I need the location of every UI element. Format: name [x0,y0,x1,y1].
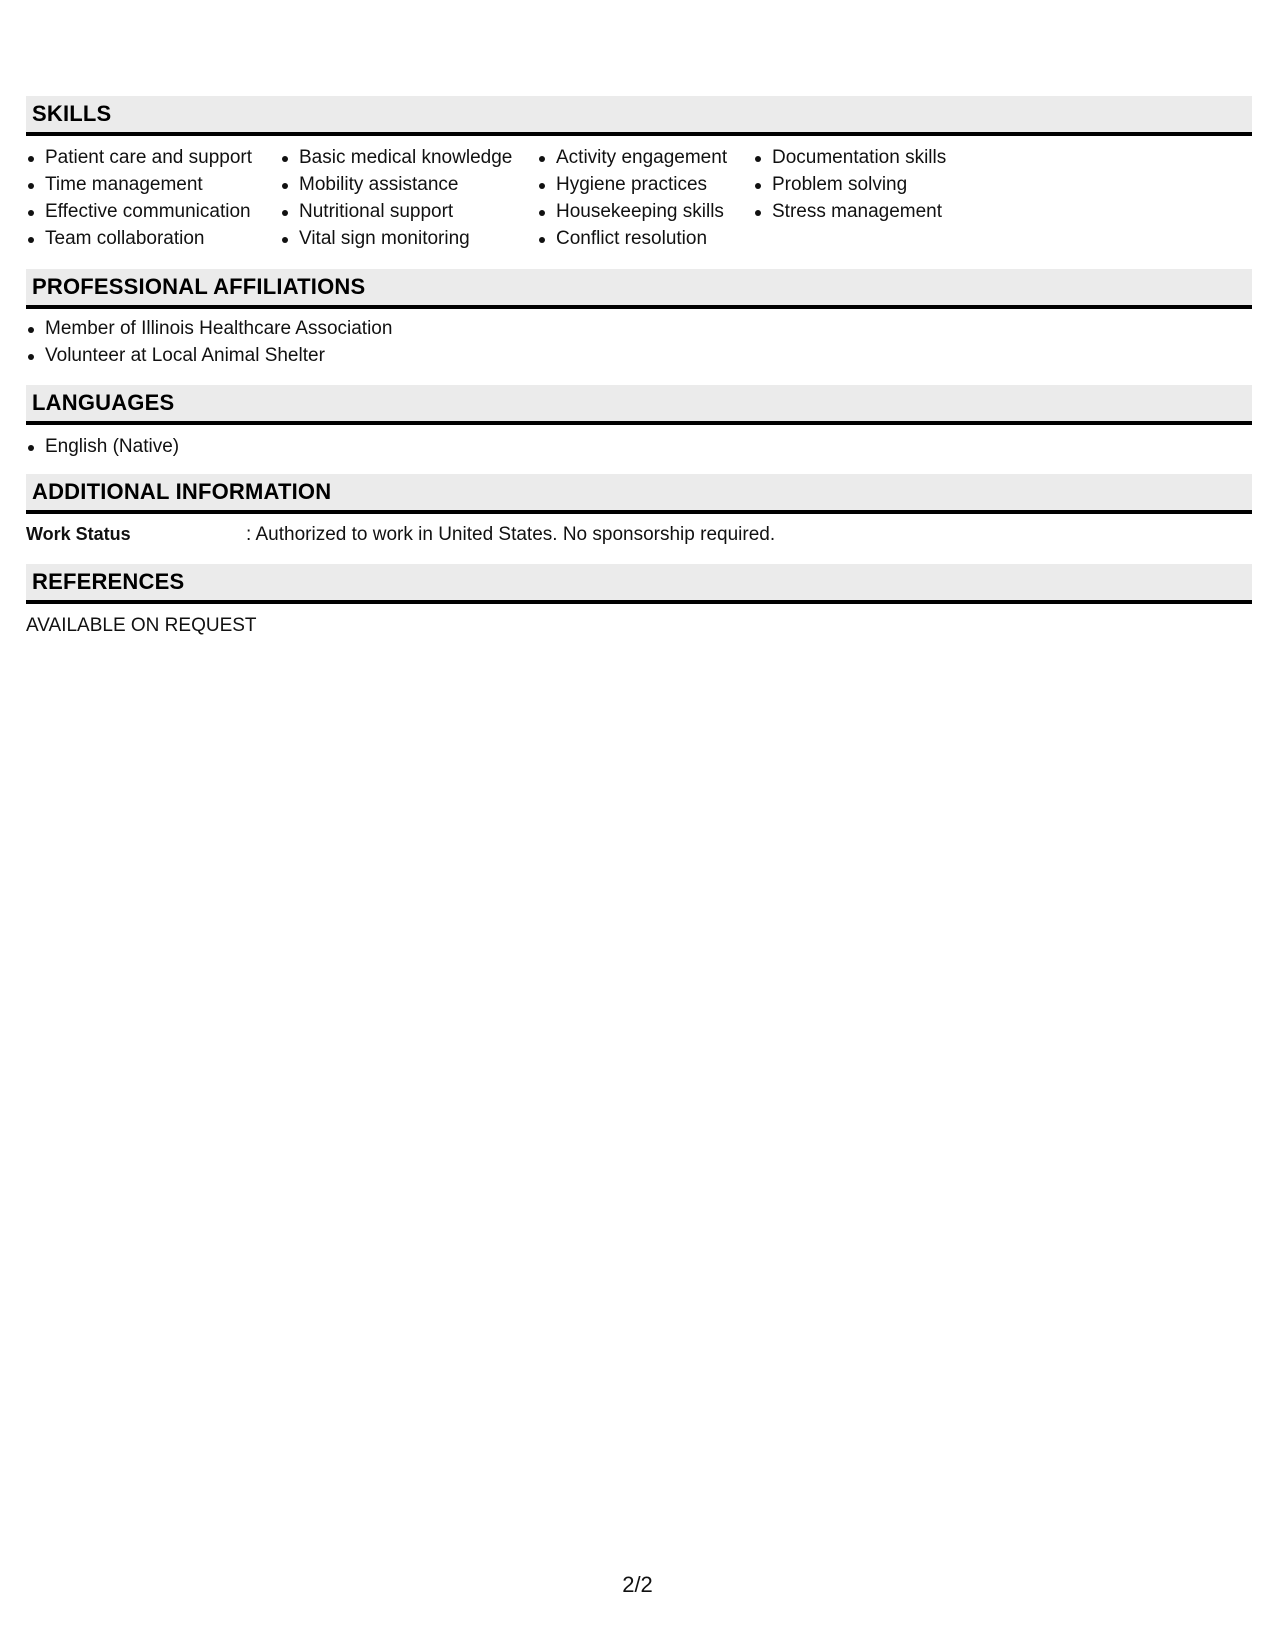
skill-item: Time management [26,171,280,198]
skill-item: Nutritional support [280,198,537,225]
skill-item: Vital sign monitoring [280,225,537,252]
affiliations-list [26,315,1252,369]
references-header [26,564,1252,604]
skill-item: Conflict resolution [537,225,753,252]
skills-grid [26,136,1252,269]
references-title: REFERENCES [32,569,185,594]
affiliations-body [26,309,1252,385]
skill-item: Hygiene practices [537,171,753,198]
skills-column [26,144,280,252]
skill-item: Team collaboration [26,225,280,252]
page-number: 2/2 [622,1572,653,1597]
skill-item: Activity engagement [537,144,753,171]
skills-title: SKILLS [32,101,112,126]
skills-header [26,96,1252,136]
skill-item: Mobility assistance [280,171,537,198]
languages-section [26,385,1252,474]
skill-item: Patient care and support [26,144,280,171]
affiliations-section [26,269,1252,385]
additional-info-section [26,474,1252,564]
languages-body [26,425,1252,474]
work-status-row [26,514,1252,564]
languages-title: LANGUAGES [32,390,175,415]
skill-item: Basic medical knowledge [280,144,537,171]
references-text: AVAILABLE ON REQUEST [26,615,257,636]
skills-column [753,144,1013,252]
language-item: English (Native) [26,433,1252,460]
additional-info-header [26,474,1252,514]
work-status-value: : Authorized to work in United States. No sponsorship required. [246,524,776,545]
resume-content [26,96,1252,639]
additional-info-title: ADDITIONAL INFORMATION [32,479,332,504]
affiliations-header [26,269,1252,309]
skills-column [537,144,753,252]
skill-item: Stress management [753,198,1013,225]
affiliation-item: Member of Illinois Healthcare Association [26,315,1252,342]
references-section [26,564,1252,639]
skill-item: Problem solving [753,171,1013,198]
languages-list [26,433,1252,460]
skills-section [26,96,1252,269]
skill-item: Housekeeping skills [537,198,753,225]
affiliation-item: Volunteer at Local Animal Shelter [26,342,1252,369]
work-status-label: Work Status [26,524,131,544]
languages-header [26,385,1252,425]
affiliations-title: PROFESSIONAL AFFILIATIONS [32,274,366,299]
skills-column [280,144,537,252]
skill-item: Effective communication [26,198,280,225]
skill-item: Documentation skills [753,144,1013,171]
